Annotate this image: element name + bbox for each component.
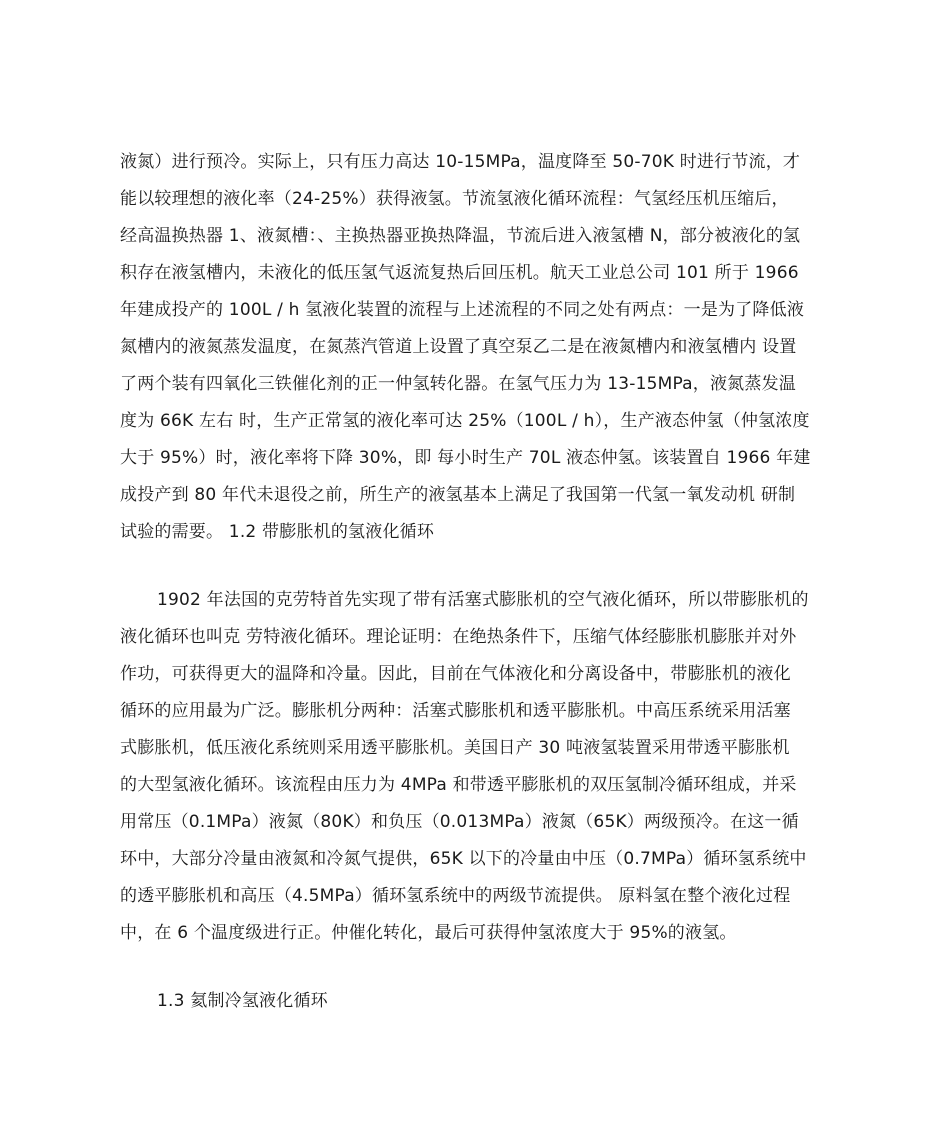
paragraph-1-line-8: 度为 66K 左右 时，生产正常氢的液化率可达 25%（100L / h），生产液态仲氢（仲氢浓度	[120, 411, 810, 431]
paragraph-2-line-1: 1902 年法国的克劳特首先实现了带有活塞式膨胀机的空气液化循环，所以带膨胀机的	[157, 590, 809, 610]
paragraph-2-line-7: 用常压（0.1MPa）液氮（80K）和负压（0.013MPa）液氮（65K）两级预冷。在这一循	[120, 812, 799, 832]
paragraph-2-line-8: 环中，大部分冷量由液氮和冷氮气提供，65K 以下的冷量由中压（0.7MPa）循环氢系统中	[120, 849, 807, 869]
paragraph-1-line-6: 氮槽内的液氮蒸发温度，在氮蒸汽管道上设置了真空泵乙二是在液氮槽内和液氢槽内 设置	[120, 337, 797, 357]
paragraph-2-line-4: 循环的应用最为广泛。膨胀机分两种：活塞式膨胀机和透平膨胀机。中高压系统采用活塞	[120, 701, 791, 721]
paragraph-2-line-9: 的透平膨胀机和高压（4.5MPa）循环氢系统中的两级节流提供。 原料氢在整个液化过程	[120, 886, 791, 906]
paragraph-2-line-10: 中，在 6 个温度级进行正。仲催化转化，最后可获得仲氢浓度大于 95%的液氢。	[120, 923, 737, 943]
paragraph-2-line-2: 液化循环也叫克 劳特液化循环。理论证明：在绝热条件下，压缩气体经膨胀机膨胀并对外	[120, 627, 797, 647]
section-heading: 1.3 氦制冷氢液化循环	[157, 991, 328, 1011]
paragraph-1-line-7: 了两个装有四氧化三铁催化剂的正一仲氢转化器。在氢气压力为 13-15MPa，液氮蒸发温	[120, 374, 796, 394]
paragraph-2-line-3: 作功，可获得更大的温降和冷量。因此，目前在气体液化和分离设备中，带膨胀机的液化	[120, 664, 791, 684]
paragraph-1-line-9: 大于 95%）时，液化率将下降 30%，即 每小时生产 70L 液态仲氢。该装置自 1966 年建	[120, 448, 811, 468]
paragraph-1-line-10: 成投产到 80 年代未退役之前，所生产的液氢基本上满足了我国第一代氢一氧发动机 研制	[120, 485, 796, 505]
paragraph-1-line-5: 年建成投产的 100L / h 氢液化装置的流程与上述流程的不同之处有两点：一是为了降低液	[120, 300, 805, 320]
paragraph-1-line-1: 液氮）进行预冷。实际上，只有压力高达 10-15MPa，温度降至 50-70K 时进行节流，才	[120, 152, 801, 172]
paragraph-1-line-2: 能以较理想的液化率（24-25%）获得液氢。节流氢液化循环流程：气氢经压机压缩后，	[120, 189, 789, 209]
paragraph-2-line-6: 的大型氢液化循环。该流程由压力为 4MPa 和带透平膨胀机的双压氢制冷循环组成，并采	[120, 775, 797, 795]
paragraph-1-line-4: 积存在液氢槽内，未液化的低压氢气返流复热后回压机。航天工业总公司 101 所于 1966	[120, 263, 799, 283]
paragraph-2-line-5: 式膨胀机，低压液化系统则采用透平膨胀机。美国日产 30 吨液氢装置采用带透平膨胀机	[120, 738, 790, 758]
paragraph-1-line-3: 经高温换热器 1、液氮槽：、主换热器亚换热降温，节流后进入液氢槽 N，部分被液化的氢	[120, 226, 801, 246]
paragraph-1-line-11: 试验的需要。 1.2 带膨胀机的氢液化循环	[120, 522, 435, 542]
